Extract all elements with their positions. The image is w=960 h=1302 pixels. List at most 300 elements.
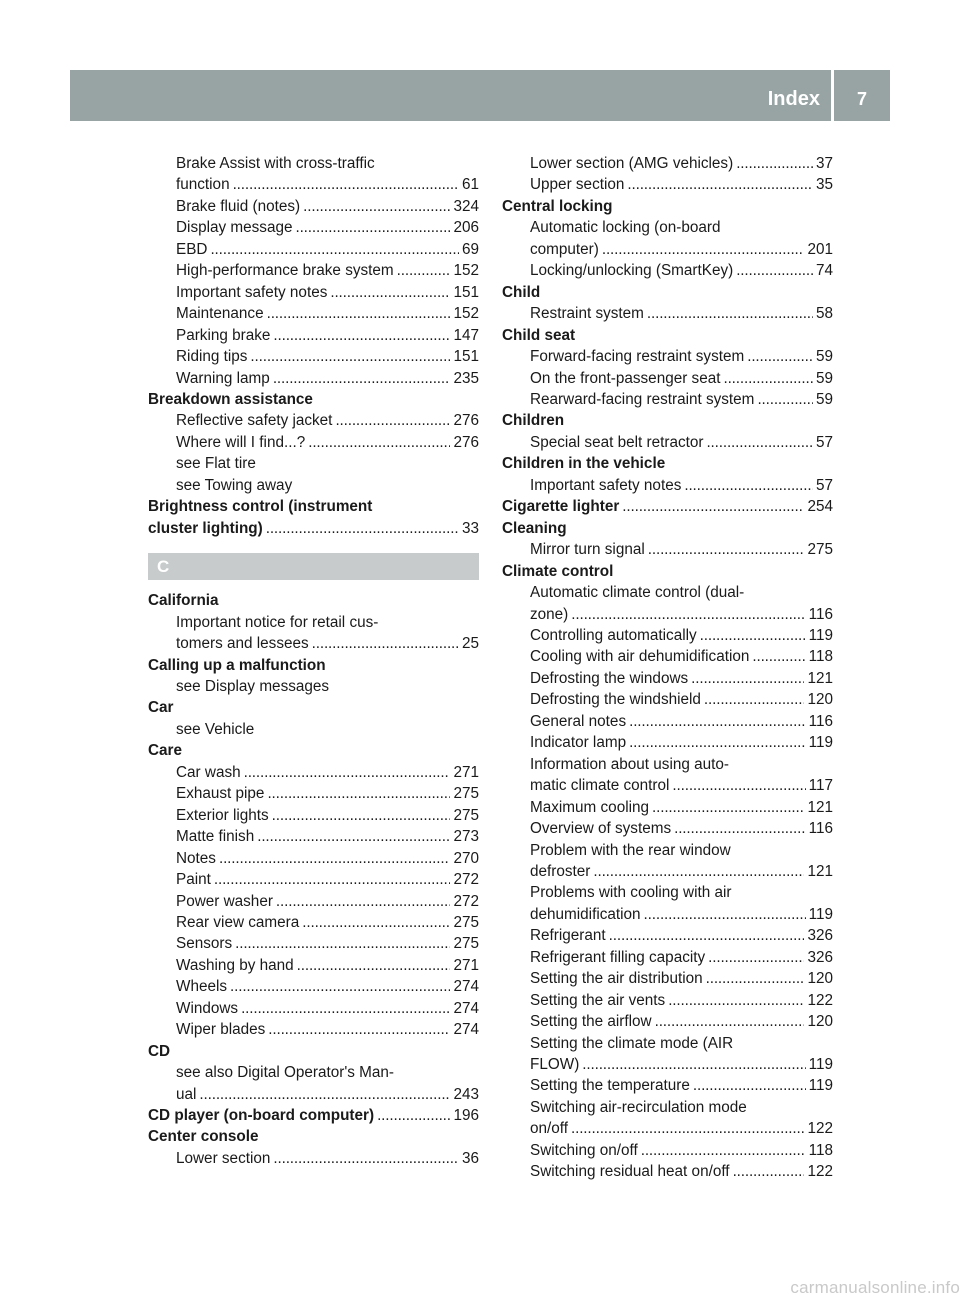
index-entry xyxy=(502,990,833,1011)
index-entry xyxy=(502,947,833,968)
index-entry xyxy=(148,453,479,474)
entry-text: computer) xyxy=(530,240,599,258)
entry-text: Automatic locking (on-board xyxy=(530,219,721,237)
page-ref[interactable]: 69 xyxy=(461,240,479,258)
entry-text: Display message xyxy=(176,219,293,237)
index-entry xyxy=(502,861,833,882)
page-ref[interactable]: 122 xyxy=(807,1120,833,1138)
dot-leader xyxy=(757,389,813,410)
page-ref[interactable]: 119 xyxy=(808,905,833,923)
page-ref[interactable]: 206 xyxy=(453,219,479,237)
dot-leader xyxy=(629,711,806,732)
index-column-left xyxy=(148,153,479,1169)
page-ref[interactable]: 326 xyxy=(807,948,833,966)
page-ref[interactable]: 121 xyxy=(807,798,833,816)
dot-leader xyxy=(303,196,450,217)
index-entry xyxy=(502,346,833,367)
dot-leader xyxy=(700,625,806,646)
index-entry-heading xyxy=(148,389,479,410)
entry-text: Children xyxy=(502,412,565,430)
entry-text: Problem with the rear window xyxy=(530,841,731,859)
index-entry-heading xyxy=(148,697,479,718)
page-ref[interactable]: 152 xyxy=(453,262,479,280)
entry-text: Setting the air distribution xyxy=(530,970,703,988)
index-entry-heading xyxy=(148,590,479,611)
page-ref[interactable]: 274 xyxy=(453,978,479,996)
dot-leader xyxy=(674,818,806,839)
index-entry xyxy=(148,1084,479,1105)
dot-leader xyxy=(672,775,805,796)
index-entry xyxy=(148,976,479,997)
entry-text: see Towing away xyxy=(176,476,293,494)
index-entry xyxy=(148,805,479,826)
dot-leader xyxy=(233,174,459,195)
page-ref[interactable]: 57 xyxy=(815,433,833,451)
page-ref[interactable]: 117 xyxy=(808,777,833,795)
index-entry xyxy=(502,1033,833,1054)
page-ref[interactable]: 118 xyxy=(808,1141,833,1159)
entry-text: Windows xyxy=(176,999,239,1017)
page-ref[interactable]: 120 xyxy=(807,1013,833,1031)
entry-text: Exhaust pipe xyxy=(176,785,265,803)
index-entry-heading xyxy=(502,196,833,217)
dot-leader xyxy=(582,1054,805,1075)
page-ref[interactable]: 275 xyxy=(453,913,479,931)
page-ref[interactable]: 275 xyxy=(453,785,479,803)
entry-text: General notes xyxy=(530,712,627,730)
index-entry xyxy=(148,325,479,346)
dot-leader xyxy=(723,368,813,389)
index-entry xyxy=(502,775,833,796)
dot-leader xyxy=(267,303,451,324)
entry-text: Important safety notes xyxy=(176,283,328,301)
index-entry xyxy=(148,612,479,633)
page-ref[interactable]: 120 xyxy=(807,970,833,988)
index-entry xyxy=(502,582,833,603)
dot-leader xyxy=(733,1161,805,1182)
page-ref[interactable]: 121 xyxy=(807,862,833,880)
page-ref[interactable]: 201 xyxy=(807,240,833,258)
dot-leader xyxy=(273,1148,459,1169)
index-entry-heading xyxy=(502,496,833,517)
entry-text: function xyxy=(176,176,230,194)
entry-text: Refrigerant filling capacity xyxy=(530,948,706,966)
dot-leader xyxy=(684,475,813,496)
dot-leader xyxy=(273,325,450,346)
dot-leader xyxy=(602,239,805,260)
page-ref[interactable]: 235 xyxy=(453,369,479,387)
page-ref[interactable]: 36 xyxy=(461,1149,479,1167)
entry-text: Defrosting the windows xyxy=(530,669,689,687)
entry-text: Information about using auto- xyxy=(530,755,729,773)
header-bar xyxy=(70,70,890,121)
dot-leader xyxy=(693,1075,806,1096)
entry-text: Important notice for retail cus- xyxy=(176,613,379,631)
entry-text: Lower section xyxy=(176,1149,271,1167)
entry-text: see Flat tire xyxy=(176,455,256,473)
page-ref[interactable]: 196 xyxy=(453,1107,479,1125)
entry-text: Locking/unlocking (SmartKey) xyxy=(530,262,734,280)
entry-text: Forward-facing restraint system xyxy=(530,348,745,366)
dot-leader xyxy=(571,604,805,625)
entry-text: Reflective safety jacket xyxy=(176,412,333,430)
entry-text: Brake fluid (notes) xyxy=(176,197,301,215)
page-ref[interactable]: 118 xyxy=(808,648,833,666)
entry-text: Automatic climate control (dual- xyxy=(530,584,745,602)
index-entry xyxy=(148,676,479,697)
page-ref[interactable]: 33 xyxy=(461,519,479,537)
dot-leader xyxy=(268,1019,450,1040)
index-entry xyxy=(502,882,833,903)
entry-text: Central locking xyxy=(502,197,613,215)
index-entry xyxy=(502,689,833,710)
index-entry xyxy=(502,604,833,625)
entry-text: Washing by hand xyxy=(176,956,294,974)
page-ref[interactable]: 116 xyxy=(808,712,833,730)
dot-leader xyxy=(214,869,451,890)
index-entry xyxy=(502,303,833,324)
entry-text: Power washer xyxy=(176,892,273,910)
index-entry xyxy=(148,282,479,303)
entry-text: Cleaning xyxy=(502,519,567,537)
dot-leader xyxy=(736,153,813,174)
entry-text: ual xyxy=(176,1085,197,1103)
page-ref[interactable]: 275 xyxy=(453,806,479,824)
page-ref[interactable]: 119 xyxy=(808,626,833,644)
entry-text: Cigarette lighter xyxy=(502,498,620,516)
dot-leader xyxy=(267,783,450,804)
dot-leader xyxy=(571,1118,804,1139)
dot-leader xyxy=(647,303,813,324)
page-ref[interactable]: 274 xyxy=(453,1021,479,1039)
index-entry xyxy=(502,925,833,946)
page-ref[interactable]: 59 xyxy=(815,348,833,366)
index-entry xyxy=(148,719,479,740)
index-entry xyxy=(148,410,479,431)
entry-text: Matte finish xyxy=(176,828,255,846)
entry-text: Maximum cooling xyxy=(530,798,650,816)
dot-leader xyxy=(257,826,450,847)
index-entry xyxy=(148,783,479,804)
index-entry xyxy=(502,432,833,453)
index-entry xyxy=(148,912,479,933)
dot-leader xyxy=(652,797,804,818)
dot-leader xyxy=(622,496,804,517)
dot-leader xyxy=(241,998,450,1019)
entry-text: Cooling with air dehumidification xyxy=(530,648,750,666)
index-entry xyxy=(148,998,479,1019)
index-entry-heading xyxy=(148,496,479,517)
page-ref[interactable]: 274 xyxy=(453,999,479,1017)
index-entry-heading xyxy=(148,740,479,761)
page-ref[interactable]: 120 xyxy=(807,691,833,709)
entry-text: Rear view camera xyxy=(176,913,300,931)
index-entry xyxy=(502,1075,833,1096)
page-ref[interactable]: 272 xyxy=(453,892,479,910)
dot-leader xyxy=(276,891,451,912)
index-entry xyxy=(502,646,833,667)
dot-leader xyxy=(335,410,450,431)
dot-leader xyxy=(297,955,451,976)
page-ref[interactable]: 276 xyxy=(453,412,479,430)
page-ref[interactable]: 243 xyxy=(453,1085,479,1103)
dot-leader xyxy=(609,925,805,946)
entry-text: Riding tips xyxy=(176,348,248,366)
entry-text: Climate control xyxy=(502,562,614,580)
watermark: carmanualsonline.info xyxy=(790,1278,960,1297)
index-entry xyxy=(502,475,833,496)
page-ref[interactable]: 35 xyxy=(815,176,833,194)
index-entry xyxy=(148,153,479,174)
dot-leader xyxy=(752,646,805,667)
index-entry-heading xyxy=(148,1126,479,1147)
dot-leader xyxy=(736,260,813,281)
page-ref[interactable]: 74 xyxy=(815,262,833,280)
index-entry xyxy=(502,1118,833,1139)
index-entry xyxy=(502,754,833,775)
entry-text: Restraint system xyxy=(530,305,644,323)
index-entry xyxy=(148,933,479,954)
entry-text: Setting the climate mode (AIR xyxy=(530,1034,734,1052)
entry-text: Refrigerant xyxy=(530,927,606,945)
page-ref[interactable]: 326 xyxy=(807,927,833,945)
entry-text: Rearward-facing restraint system xyxy=(530,390,755,408)
dot-leader xyxy=(219,848,451,869)
entry-text: cluster lighting) xyxy=(148,519,263,537)
section-letter-heading: C xyxy=(148,553,479,580)
index-entry-heading xyxy=(148,518,479,539)
index-entry xyxy=(148,432,479,453)
page-ref[interactable]: 119 xyxy=(808,1077,833,1095)
entry-text: Maintenance xyxy=(176,305,264,323)
index-entry xyxy=(148,196,479,217)
dot-leader xyxy=(704,689,805,710)
index-entry xyxy=(502,1011,833,1032)
entry-text: Overview of systems xyxy=(530,820,672,838)
index-entry-heading xyxy=(148,655,479,676)
page-ref[interactable]: 270 xyxy=(453,849,479,867)
dot-leader xyxy=(691,668,804,689)
entry-text: Setting the temperature xyxy=(530,1077,690,1095)
index-entry xyxy=(502,260,833,281)
entry-text: Setting the air vents xyxy=(530,991,666,1009)
entry-text: see also Digital Operator's Man- xyxy=(176,1064,395,1082)
index-entry xyxy=(148,891,479,912)
dot-leader xyxy=(629,732,806,753)
index-entry xyxy=(148,955,479,976)
entry-text: defroster xyxy=(530,862,591,880)
entry-text: Defrosting the windshield xyxy=(530,691,701,709)
entry-text: see Display messages xyxy=(176,677,330,695)
index-entry-heading xyxy=(148,1041,479,1062)
dot-leader xyxy=(648,539,805,560)
dot-leader xyxy=(235,933,450,954)
entry-text: Upper section xyxy=(530,176,625,194)
page-ref[interactable]: 58 xyxy=(815,305,833,323)
entry-text: Indicator lamp xyxy=(530,734,627,752)
page-ref[interactable]: 121 xyxy=(807,669,833,687)
index-entry-heading xyxy=(502,453,833,474)
dot-leader xyxy=(706,968,805,989)
index-column-right xyxy=(502,153,833,1183)
dot-leader xyxy=(230,976,450,997)
entry-text: Lower section (AMG vehicles) xyxy=(530,155,734,172)
entry-text: Where will I find...? xyxy=(176,433,306,451)
index-entry xyxy=(148,368,479,389)
page-ref[interactable]: 59 xyxy=(815,369,833,387)
dot-leader xyxy=(330,282,450,303)
entry-text: dehumidification xyxy=(530,905,641,923)
entry-text: Controlling automatically xyxy=(530,626,697,644)
page-ref[interactable]: 61 xyxy=(461,176,479,194)
index-entry xyxy=(148,239,479,260)
index-entry xyxy=(502,797,833,818)
index-entry xyxy=(148,848,479,869)
page-number: 7 xyxy=(856,89,867,109)
entry-text: Problems with cooling with air xyxy=(530,884,732,902)
entry-text: Child xyxy=(502,283,541,301)
entry-text: Wiper blades xyxy=(176,1021,266,1039)
dot-leader xyxy=(593,861,804,882)
page-ref[interactable]: 37 xyxy=(815,155,833,172)
entry-text: Care xyxy=(148,742,183,760)
page-ref[interactable]: 151 xyxy=(453,283,479,301)
entry-text: CD xyxy=(148,1042,171,1060)
page-ref[interactable]: 254 xyxy=(807,498,833,516)
index-entry xyxy=(502,1054,833,1075)
entry-text: see Vehicle xyxy=(176,720,255,738)
page-ref[interactable]: 147 xyxy=(453,326,479,344)
entry-text: Setting the airflow xyxy=(530,1013,652,1031)
entry-text: Car wash xyxy=(176,763,241,781)
dot-leader xyxy=(250,346,450,367)
index-entry xyxy=(502,217,833,238)
dot-leader xyxy=(302,912,450,933)
index-entry xyxy=(502,840,833,861)
dot-leader xyxy=(668,990,804,1011)
entry-text: Center console xyxy=(148,1128,259,1146)
entry-text: matic climate control xyxy=(530,777,670,795)
header-title: Index xyxy=(767,88,820,110)
index-entry xyxy=(148,174,479,195)
page-ref[interactable]: 119 xyxy=(808,734,833,752)
page-ref[interactable]: 151 xyxy=(453,348,479,366)
index-entry xyxy=(148,303,479,324)
page-ref[interactable]: 57 xyxy=(815,476,833,494)
entry-text: Switching air-recirculation mode xyxy=(530,1098,747,1116)
page-ref[interactable]: 271 xyxy=(453,956,479,974)
index-entry xyxy=(502,818,833,839)
entry-text: Notes xyxy=(176,849,216,867)
index-entry-heading xyxy=(502,325,833,346)
dot-leader xyxy=(308,432,450,453)
index-entry xyxy=(148,1148,479,1169)
index-entry-heading xyxy=(502,410,833,431)
entry-text: Brightness control (instrument xyxy=(148,498,373,516)
entry-text: Child seat xyxy=(502,326,576,344)
index-entry xyxy=(502,668,833,689)
page-ref[interactable]: 122 xyxy=(807,1163,833,1181)
entry-text: tomers and lessees xyxy=(176,635,309,653)
entry-text: on/off xyxy=(530,1120,568,1138)
page-ref[interactable]: 271 xyxy=(453,763,479,781)
index-entry xyxy=(148,1062,479,1083)
page-ref[interactable]: 25 xyxy=(461,635,479,653)
index-entry xyxy=(148,260,479,281)
entry-text: Brake Assist with cross-traffic xyxy=(176,155,375,172)
entry-text: Paint xyxy=(176,871,211,889)
entry-text: California xyxy=(148,592,219,610)
page-ref[interactable]: 273 xyxy=(453,828,479,846)
dot-leader xyxy=(244,762,451,783)
entry-text: On the front-passenger seat xyxy=(530,369,721,387)
page-ref[interactable]: 275 xyxy=(453,935,479,953)
page-ref[interactable]: 119 xyxy=(808,1056,833,1074)
page-ref[interactable]: 59 xyxy=(815,390,833,408)
entry-text: Children in the vehicle xyxy=(502,455,666,473)
page-ref[interactable]: 116 xyxy=(808,820,833,838)
dot-leader xyxy=(655,1011,805,1032)
dot-leader xyxy=(199,1084,450,1105)
dot-leader xyxy=(641,1140,806,1161)
dot-leader xyxy=(377,1105,450,1126)
index-entry-heading xyxy=(502,561,833,582)
index-entry xyxy=(502,1097,833,1118)
page-ref[interactable]: 272 xyxy=(453,871,479,889)
page-ref[interactable]: 122 xyxy=(807,991,833,1009)
entry-text: FLOW) xyxy=(530,1056,580,1074)
page-ref[interactable]: 324 xyxy=(453,197,479,215)
dot-leader xyxy=(272,805,451,826)
entry-text: Switching residual heat on/off xyxy=(530,1163,730,1181)
index-entry-heading xyxy=(148,1105,479,1126)
index-entry xyxy=(148,217,479,238)
index-entry xyxy=(502,968,833,989)
dot-leader xyxy=(627,174,813,195)
dot-leader xyxy=(273,368,451,389)
page-ref[interactable]: 275 xyxy=(807,541,833,559)
page-ref[interactable]: 152 xyxy=(453,305,479,323)
index-entry xyxy=(502,539,833,560)
dot-leader xyxy=(266,518,459,539)
dot-leader xyxy=(295,217,450,238)
index-entry xyxy=(148,475,479,496)
entry-text: EBD xyxy=(176,240,208,258)
entry-text: zone) xyxy=(530,605,569,623)
index-entry xyxy=(502,174,833,195)
index-entry xyxy=(148,1019,479,1040)
entry-text: Special seat belt retractor xyxy=(530,433,704,451)
dot-leader xyxy=(706,432,813,453)
entry-text: Parking brake xyxy=(176,326,271,344)
index-entry xyxy=(502,153,833,174)
entry-text: CD player (on-board computer) xyxy=(148,1107,375,1125)
index-entry xyxy=(148,762,479,783)
page-ref[interactable]: 116 xyxy=(808,605,833,623)
entry-text: Breakdown assistance xyxy=(148,390,313,408)
page-ref[interactable]: 276 xyxy=(453,433,479,451)
dot-leader xyxy=(210,239,459,260)
index-entry-heading xyxy=(502,518,833,539)
index-entry xyxy=(148,826,479,847)
index-entry xyxy=(502,389,833,410)
index-entry xyxy=(502,732,833,753)
index-entry-heading xyxy=(502,282,833,303)
entry-text: Important safety notes xyxy=(530,476,682,494)
index-entry xyxy=(502,711,833,732)
entry-text: Switching on/off xyxy=(530,1141,638,1159)
dot-leader xyxy=(708,947,804,968)
